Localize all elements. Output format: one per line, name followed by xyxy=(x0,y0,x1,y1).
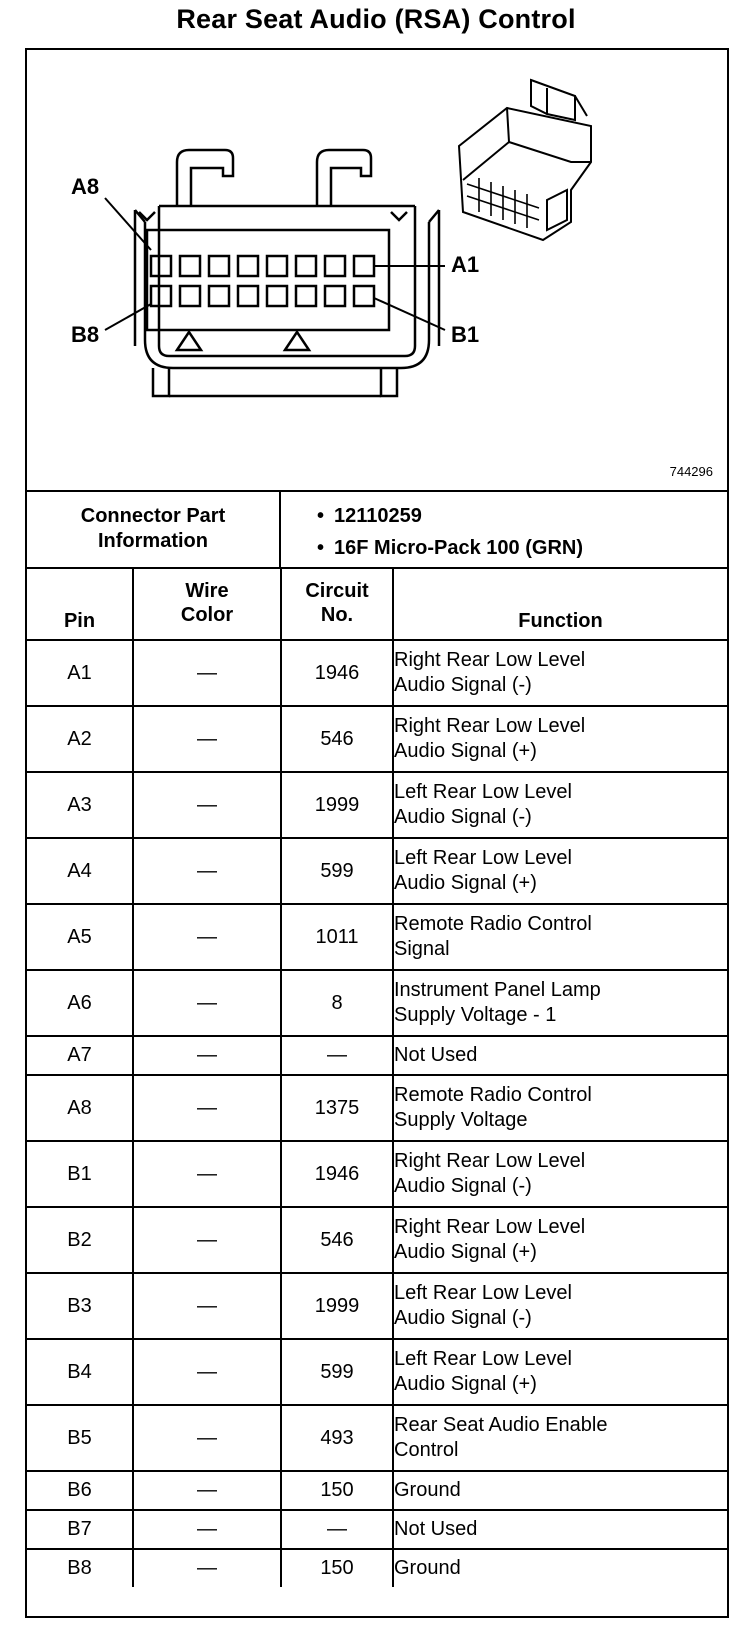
table-row xyxy=(27,970,727,1036)
function-cell: Not Used xyxy=(393,1036,727,1075)
function-cell: Right Rear Low Level Audio Signal (-) xyxy=(393,640,727,706)
wire-color-cell: — xyxy=(133,838,281,904)
circuit-cell: — xyxy=(281,1036,393,1075)
table-row xyxy=(27,1510,727,1549)
connector-info-values xyxy=(317,500,583,564)
wire-color-cell: — xyxy=(133,1510,281,1549)
pin-cell: B7 xyxy=(27,1510,133,1549)
wire-color-cell: — xyxy=(133,1549,281,1587)
function-cell: Right Rear Low Level Audio Signal (+) xyxy=(393,1207,727,1273)
wire-color-cell: — xyxy=(133,1207,281,1273)
wire-color-cell: — xyxy=(133,1339,281,1405)
function-cell: Left Rear Low Level Audio Signal (+) xyxy=(393,1339,727,1405)
function-cell: Not Used xyxy=(393,1510,727,1549)
circuit-cell: 1011 xyxy=(281,904,393,970)
connector-description: • 16F Micro-Pack 100 (GRN) xyxy=(317,532,583,564)
pin-cell: A3 xyxy=(27,772,133,838)
wire-color-cell: — xyxy=(133,904,281,970)
table-row xyxy=(27,706,727,772)
pin-cell: A2 xyxy=(27,706,133,772)
table-row xyxy=(27,640,727,706)
pin-cell: A5 xyxy=(27,904,133,970)
function-cell: Right Rear Low Level Audio Signal (-) xyxy=(393,1141,727,1207)
pin-cell: B2 xyxy=(27,1207,133,1273)
label-b1: B1 xyxy=(451,322,480,347)
function-cell: Remote Radio Control Signal xyxy=(393,904,727,970)
wire-color-cell: — xyxy=(133,1141,281,1207)
pin-cell: B6 xyxy=(27,1471,133,1510)
circuit-cell: 150 xyxy=(281,1549,393,1587)
label-b8: B8 xyxy=(71,322,100,347)
pinout-table xyxy=(27,567,727,1587)
function-cell: Instrument Panel Lamp Supply Voltage - 1 xyxy=(393,970,727,1036)
header-wire-color: Wire Color xyxy=(133,567,281,640)
table-row xyxy=(27,1036,727,1075)
pin-cell: B8 xyxy=(27,1549,133,1587)
cavity-row-b xyxy=(151,286,374,306)
table-row xyxy=(27,1141,727,1207)
pin-cell: B4 xyxy=(27,1339,133,1405)
label-a8: A8 xyxy=(71,174,100,199)
connector-sheet xyxy=(25,48,729,1618)
connector-info-label-line1: Connector Part xyxy=(80,504,226,527)
page-title: Rear Seat Audio (RSA) Control xyxy=(176,4,576,34)
circuit-cell: 546 xyxy=(281,706,393,772)
circuit-cell: — xyxy=(281,1510,393,1549)
circuit-cell: 1999 xyxy=(281,1273,393,1339)
connector-diagram xyxy=(27,50,727,492)
wire-color-cell: — xyxy=(133,1075,281,1141)
pin-cell: B3 xyxy=(27,1273,133,1339)
table-row xyxy=(27,1339,727,1405)
connector-part-info xyxy=(27,490,727,569)
part-number: • 12110259 xyxy=(317,500,583,532)
circuit-cell: 8 xyxy=(281,970,393,1036)
pin-cell: A7 xyxy=(27,1036,133,1075)
connector-3d-view xyxy=(459,80,591,240)
table-row xyxy=(27,1273,727,1339)
label-a1: A1 xyxy=(451,252,480,277)
table-row xyxy=(27,1471,727,1510)
table-row xyxy=(27,772,727,838)
circuit-cell: 1999 xyxy=(281,772,393,838)
wire-color-cell: — xyxy=(133,772,281,838)
cavity-row-a xyxy=(151,256,374,276)
circuit-cell: 1375 xyxy=(281,1075,393,1141)
connector-info-label xyxy=(27,490,281,567)
function-cell: Ground xyxy=(393,1471,727,1510)
table-row xyxy=(27,1075,727,1141)
function-cell: Ground xyxy=(394,1557,461,1579)
circuit-cell: 599 xyxy=(281,1339,393,1405)
pin-cell: A6 xyxy=(27,970,133,1036)
wire-color-cell: — xyxy=(133,640,281,706)
table-row xyxy=(27,1549,727,1587)
wire-color-cell: — xyxy=(133,706,281,772)
pin-cell: B1 xyxy=(27,1141,133,1207)
pin-cell: B5 xyxy=(27,1405,133,1471)
wire-color-cell: — xyxy=(133,1471,281,1510)
circuit-cell: 493 xyxy=(281,1405,393,1471)
wire-color-cell: — xyxy=(133,1273,281,1339)
function-cell: Remote Radio Control Supply Voltage xyxy=(393,1075,727,1141)
function-cell: Left Rear Low Level Audio Signal (-) xyxy=(393,1273,727,1339)
header-pin: Pin xyxy=(27,567,133,640)
function-cell: Left Rear Low Level Audio Signal (-) xyxy=(393,772,727,838)
pin-cell: A4 xyxy=(27,838,133,904)
function-cell: Right Rear Low Level Audio Signal (+) xyxy=(393,706,727,772)
pin-cell: A8 xyxy=(27,1075,133,1141)
wire-color-cell: — xyxy=(133,1405,281,1471)
circuit-cell: 599 xyxy=(281,838,393,904)
table-row xyxy=(27,904,727,970)
figure-number: 744296 xyxy=(669,464,713,479)
header-circuit-no: Circuit No. xyxy=(281,567,393,640)
circuit-cell: 1946 xyxy=(281,1141,393,1207)
wire-color-cell: — xyxy=(133,970,281,1036)
connector-face-drawing xyxy=(27,50,727,490)
function-cell: Rear Seat Audio Enable Control xyxy=(393,1405,727,1471)
circuit-cell: 150 xyxy=(281,1471,393,1510)
circuit-cell: 1946 xyxy=(281,640,393,706)
circuit-cell: 546 xyxy=(281,1207,393,1273)
table-row xyxy=(27,1207,727,1273)
header-function: Function xyxy=(393,567,727,640)
function-cell: Left Rear Low Level Audio Signal (+) xyxy=(393,838,727,904)
table-header-row xyxy=(27,567,727,640)
table-row xyxy=(27,1405,727,1471)
wire-color-cell: — xyxy=(133,1036,281,1075)
table-row xyxy=(27,838,727,904)
pin-cell: A1 xyxy=(27,640,133,706)
connector-info-label-line2: Information xyxy=(98,529,208,552)
